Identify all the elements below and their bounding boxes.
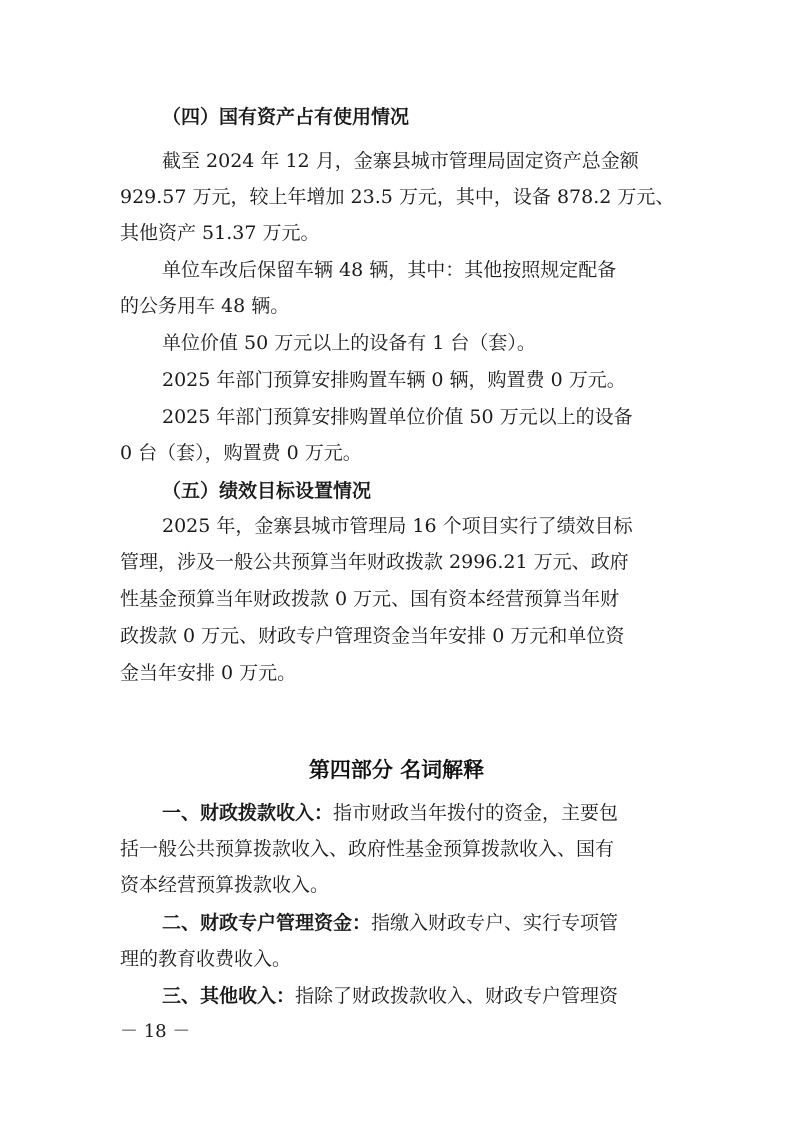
term-label: 二、财政专户管理资金：	[162, 912, 372, 934]
term-definition-3	[162, 983, 618, 1009]
term-definition-2	[162, 910, 618, 936]
paragraph-line: 单位车改后保留车辆 48 辆，其中：其他按照规定配备	[162, 259, 617, 281]
term-definition-1	[162, 800, 618, 826]
paragraph-line: 理的教育收费收入。	[120, 948, 292, 970]
term-text: 指缴入财政专户、实行专项管	[371, 912, 619, 934]
part-title: 第四部分 名词解释	[308, 758, 485, 782]
paragraph-line: 2025 年部门预算安排购置车辆 0 辆，购置费 0 万元。	[162, 369, 626, 391]
paragraph-line: 政拨款 0 万元、财政专户管理资金当年安排 0 万元和单位资	[120, 625, 625, 647]
paragraph-line: 管理，涉及一般公共预算当年财政拨款 2996.21 万元、政府	[120, 551, 629, 573]
section-heading-state-assets: （四）国有资产占有使用情况	[162, 106, 410, 128]
paragraph-line: 的公务用车 48 辆。	[120, 295, 290, 317]
paragraph-line: 性基金预算当年财政拨款 0 万元、国有资本经营预算当年财	[120, 588, 620, 610]
paragraph-line: 929.57 万元，较上年增加 23.5 万元，其中，设备 878.2 万元、	[120, 186, 675, 208]
paragraph-line: 单位价值 50 万元以上的设备有 1 台（套）。	[162, 332, 536, 354]
paragraph-line: 2025 年，金寨县城市管理局 16 个项目实行了绩效目标	[162, 515, 633, 537]
paragraph-line: 0 台（套），购置费 0 万元。	[120, 442, 362, 464]
paragraph-line: 金当年安排 0 万元。	[120, 662, 297, 684]
paragraph-line: 2025 年部门预算安排购置单位价值 50 万元以上的设备	[162, 406, 633, 428]
paragraph-line: 括一般公共预算拨款收入、政府性基金预算拨款收入、国有	[120, 838, 615, 860]
term-text: 指除了财政拨款收入、财政专户管理资	[295, 985, 619, 1007]
paragraph-line: 资本经营预算拨款收入。	[120, 874, 330, 896]
term-label: 三、其他收入：	[162, 985, 296, 1007]
term-label: 一、财政拨款收入：	[162, 802, 334, 824]
paragraph-line: 截至 2024 年 12 月，金寨县城市管理局固定资产总金额	[162, 150, 639, 172]
term-text: 指市财政当年拨付的资金，主要包	[333, 802, 619, 824]
paragraph-line: 其他资产 51.37 万元。	[120, 222, 320, 244]
page-number: － 18 －	[120, 1021, 191, 1042]
section-heading-performance-goals: （五）绩效目标设置情况	[162, 480, 372, 502]
